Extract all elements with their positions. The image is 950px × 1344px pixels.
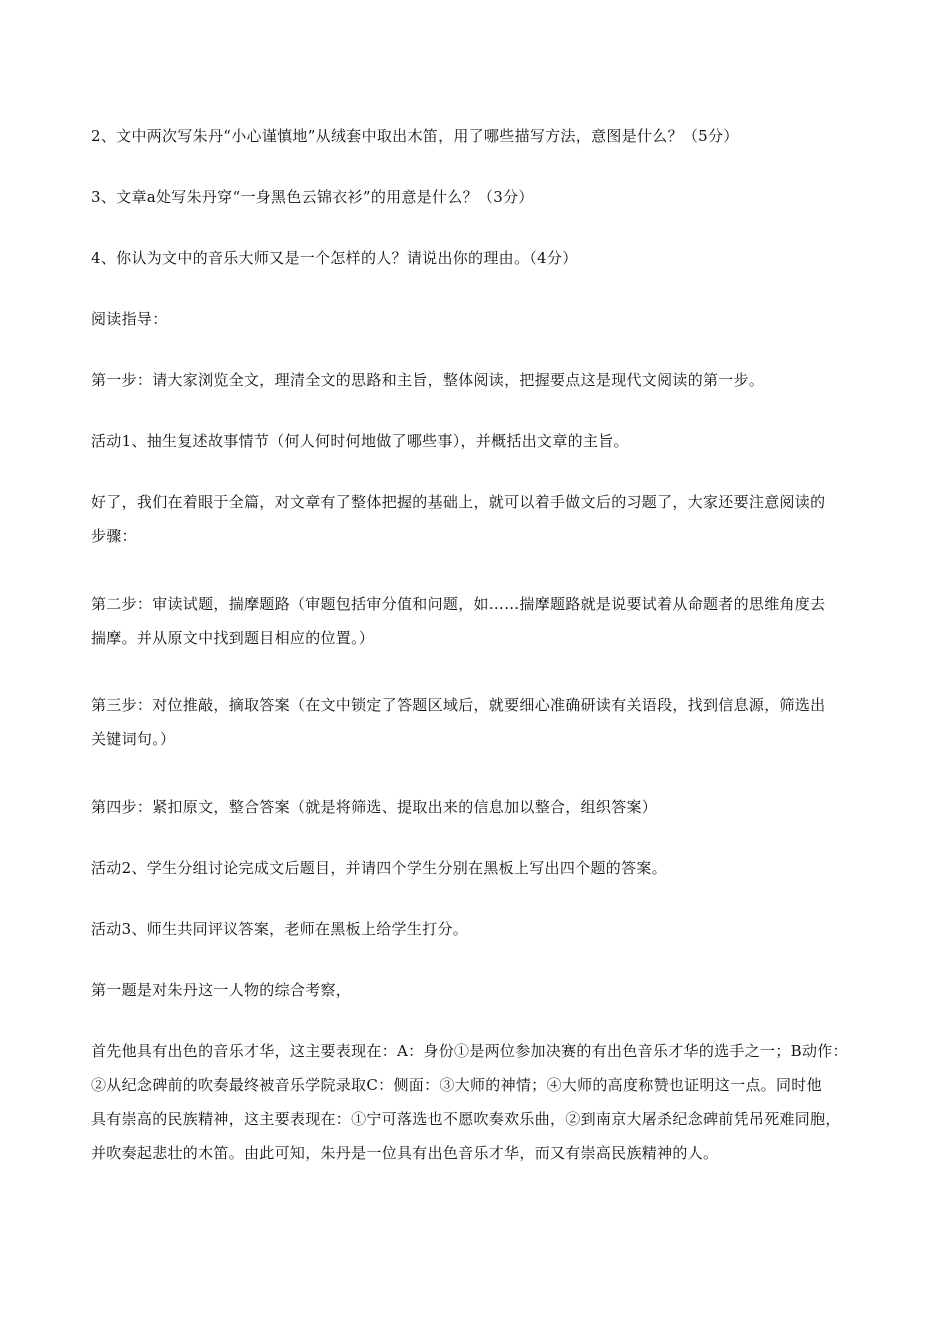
text-line: 步骤： <box>91 527 137 545</box>
text-line: 首先他具有出色的音乐才华，这主要表现在：A：身份①是两位参加决赛的有出色音乐才华的选手之一；B动作： <box>91 1042 848 1060</box>
answer-1-body <box>91 1034 909 1170</box>
text-line: 活动2、学生分组讨论完成文后题目，并请四个学生分别在黑板上写出四个题的答案。 <box>91 859 667 877</box>
reading-guide-heading <box>91 302 909 336</box>
step-1 <box>91 363 909 397</box>
activity-1 <box>91 424 909 458</box>
text-line: 关键词句。） <box>91 730 176 748</box>
text-line: 4、你认为文中的音乐大师又是一个怎样的人？请说出你的理由。（4分） <box>91 249 578 267</box>
question-2 <box>91 119 909 153</box>
text-line: 好了，我们在着眼于全篇，对文章有了整体把握的基础上，就可以着手做文后的习题了，大家还要注意阅读的 <box>91 493 826 511</box>
text-line: 活动1、抽生复述故事情节（何人何时何地做了哪些事），并概括出文章的主旨。 <box>91 432 629 450</box>
text-line: 并吹奏起悲壮的木笛。由此可知，朱丹是一位具有出色音乐才华，而又有崇高民族精神的人。 <box>91 1144 719 1162</box>
answer-1-intro <box>91 973 909 1007</box>
transition-paragraph <box>91 485 909 553</box>
activity-2 <box>91 851 909 885</box>
step-3 <box>91 688 909 756</box>
text-line: 第三步：对位推敲，摘取答案（在文中锁定了答题区域后，就要细心准确研读有关语段，找到信息源，筛选出 <box>91 696 826 714</box>
text-line: 第二步：审读试题，揣摩题路（审题包括审分值和问题，如……揣摩题路就是说要试着从命题者的思维角度去 <box>91 595 826 613</box>
text-line: 2、文中两次写朱丹“小心谨慎地”从绒套中取出木笛，用了哪些描写方法，意图是什么？（5分） <box>91 127 739 145</box>
text-line: 揣摩。并从原文中找到题目相应的位置。） <box>91 629 375 647</box>
text-line: ②从纪念碑前的吹奏最终被音乐学院录取C：侧面：③大师的神情；④大师的高度称赞也证明这一点。同时他 <box>91 1076 822 1094</box>
text-line: 第一题是对朱丹这一人物的综合考察， <box>91 981 352 999</box>
text-line: 第一步：请大家浏览全文，理清全文的思路和主旨，整体阅读，把握要点这是现代文阅读的第一步。 <box>91 371 765 389</box>
question-4 <box>91 241 909 275</box>
text-line: 3、文章a处写朱丹穿“一身黑色云锦衣衫”的用意是什么？（3分） <box>91 188 534 206</box>
activity-3 <box>91 912 909 946</box>
step-2 <box>91 587 909 655</box>
text-line: 第四步：紧扣原文，整合答案（就是将筛选、提取出来的信息加以整合，组织答案） <box>91 798 658 816</box>
step-4 <box>91 790 909 824</box>
question-3 <box>91 180 909 214</box>
text-line: 活动3、师生共同评议答案，老师在黑板上给学生打分。 <box>91 920 469 938</box>
text-line: 阅读指导： <box>91 310 168 328</box>
text-line: 具有崇高的民族精神，这主要表现在：①宁可落选也不愿吹奏欢乐曲，②到南京大屠杀纪念碑前凭吊死难同胞， <box>91 1110 841 1128</box>
